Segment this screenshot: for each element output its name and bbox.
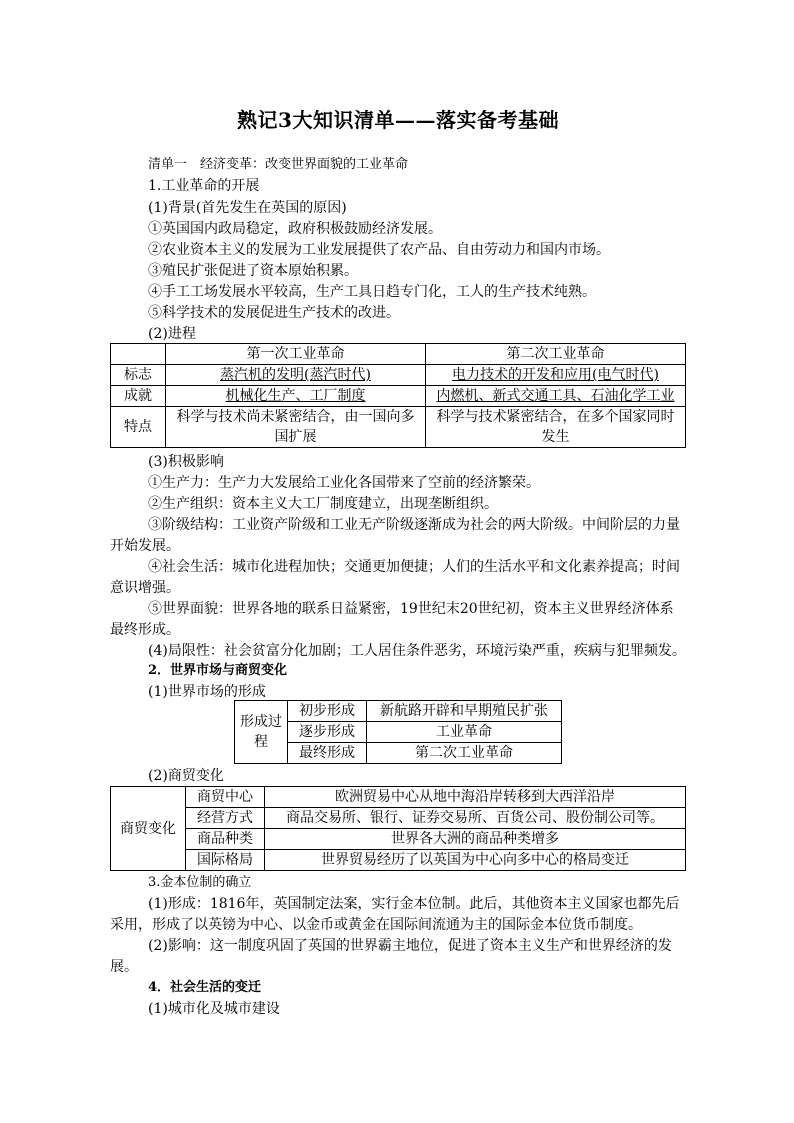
impact-title: (3)积极影响 [148,454,224,470]
background-item: ⑤科学技术的发展促进生产技术的改进。 [148,305,400,321]
trade-title: (2)商贸变化 [148,768,224,784]
table-cell: 科学与技术尚未紧密结合，由一国向多国扩展 [166,407,426,448]
table-header-cell [111,344,166,365]
impact-item: ④社会生活：城市化进程加快；交通更加便捷；人们的生活水平和文化素养提高；时间 [148,559,680,575]
impact-item: ⑤世界面貌：世界各地的联系日益紧密，19世纪末20世纪初，资本主义世界经济体系 [148,601,674,617]
table-cell: 经营方式 [186,808,265,829]
subheading-industrial-revolution: 1.工业革命的开展 [148,178,260,194]
table-cell: 工业革命 [367,722,562,743]
impact-item: ③阶级结构：工业资产阶级和工业无产阶级逐渐成为社会的两大阶级。中间阶层的力量 [148,517,680,533]
market-title: (1)世界市场的形成 [148,684,266,700]
impact-item: 开始发展。 [110,538,180,554]
table-label-cell: 商贸变化 [111,787,186,871]
impact-item: ①生产力：生产力大发展给工业化各国带来了空前的经济繁荣。 [148,475,540,491]
table-header-cell: 第一次工业革命 [166,344,426,365]
table-header-cell: 第二次工业革命 [426,344,686,365]
table-cell: 第二次工业革命 [367,743,562,764]
background-item: ②农业资本主义的发展为工业发展提供了农产品、自由劳动力和国内市场。 [148,242,610,258]
impact-item: ②生产组织：资本主义大工厂制度建立，出现垄断组织。 [148,496,498,512]
limitation-item: (4)局限性：社会贫富分化加剧；工人居住条件恶劣，环境污染严重，疾病与犯罪频发。 [148,643,686,659]
city-title: (1)城市化及城市建设 [148,1001,280,1017]
gold-item: 采用，形成了以英镑为中心、以金币或黄金在国际间流通为主的国际金本位货币制度。 [110,917,642,933]
table-cell: 商品种类 [186,829,265,850]
table-cell: 逐步形成 [288,722,367,743]
background-item: ③殖民扩张促进了资本原始积累。 [148,263,358,279]
table-cell: 商贸中心 [186,787,265,808]
table-cell: 内燃机、新式交通工具、石油化学工业 [426,386,686,407]
table-cell: 世界各大洲的商品种类增多 [265,829,686,850]
table-cell: 电力技术的开发和应用(电气时代) [426,365,686,386]
page-title: 熟记3大知识清单——落实备考基础 [237,108,559,132]
subheading-gold-standard: 3.金本位制的确立 [148,875,252,890]
table-cell: 标志 [111,365,166,386]
section-heading: 清单一 经济变革：改变世界面貌的工业革命 [148,157,409,172]
background-item: ④手工工场发展水平较高，生产工具日趋专门化，工人的生产技术纯熟。 [148,284,596,300]
table-cell: 商品交易所、银行、证券交易所、百货公司、股份制公司等。 [265,808,686,829]
gold-item: (1)形成：1816年，英国制定法案，实行金本位制。此后，其他资本主义国家也都先后 [148,896,680,912]
table-cell: 国际格局 [186,850,265,871]
trade-change-table [110,786,686,871]
table-cell: 特点 [111,407,166,448]
table-cell: 成就 [111,386,166,407]
world-market-table [234,700,562,764]
gold-item: (2)影响：这一制度巩固了英国的世界霸主地位，促进了资本主义生产和世界经济的发 [148,938,672,954]
impact-item: 意识增强。 [110,580,180,596]
industrial-revolution-table [110,343,686,448]
table-label-cell: 形成过程 [235,701,288,764]
table-cell: 初步形成 [288,701,367,722]
table-cell: 欧洲贸易中心从地中海沿岸转移到大西洋沿岸 [265,787,686,808]
subheading-social-life: 4．社会生活的变迁 [148,980,262,995]
table-cell: 最终形成 [288,743,367,764]
table-cell: 蒸汽机的发明(蒸汽时代) [166,365,426,386]
table-cell: 世界贸易经历了以英国为中心向多中心的格局变迁 [265,850,686,871]
background-item: ①英国国内政局稳定，政府积极鼓励经济发展。 [148,221,442,237]
table-cell: 新航路开辟和早期殖民扩张 [367,701,562,722]
progress-title: (2)进程 [148,326,196,342]
subheading-world-market: 2．世界市场与商贸变化 [148,663,288,678]
background-title: (1)背景(首先发生在英国的原因) [148,200,347,216]
gold-item: 展。 [110,959,138,975]
table-cell: 科学与技术紧密结合，在多个国家同时发生 [426,407,686,448]
table-cell: 机械化生产、工厂制度 [166,386,426,407]
impact-item: 最终形成。 [110,622,180,638]
